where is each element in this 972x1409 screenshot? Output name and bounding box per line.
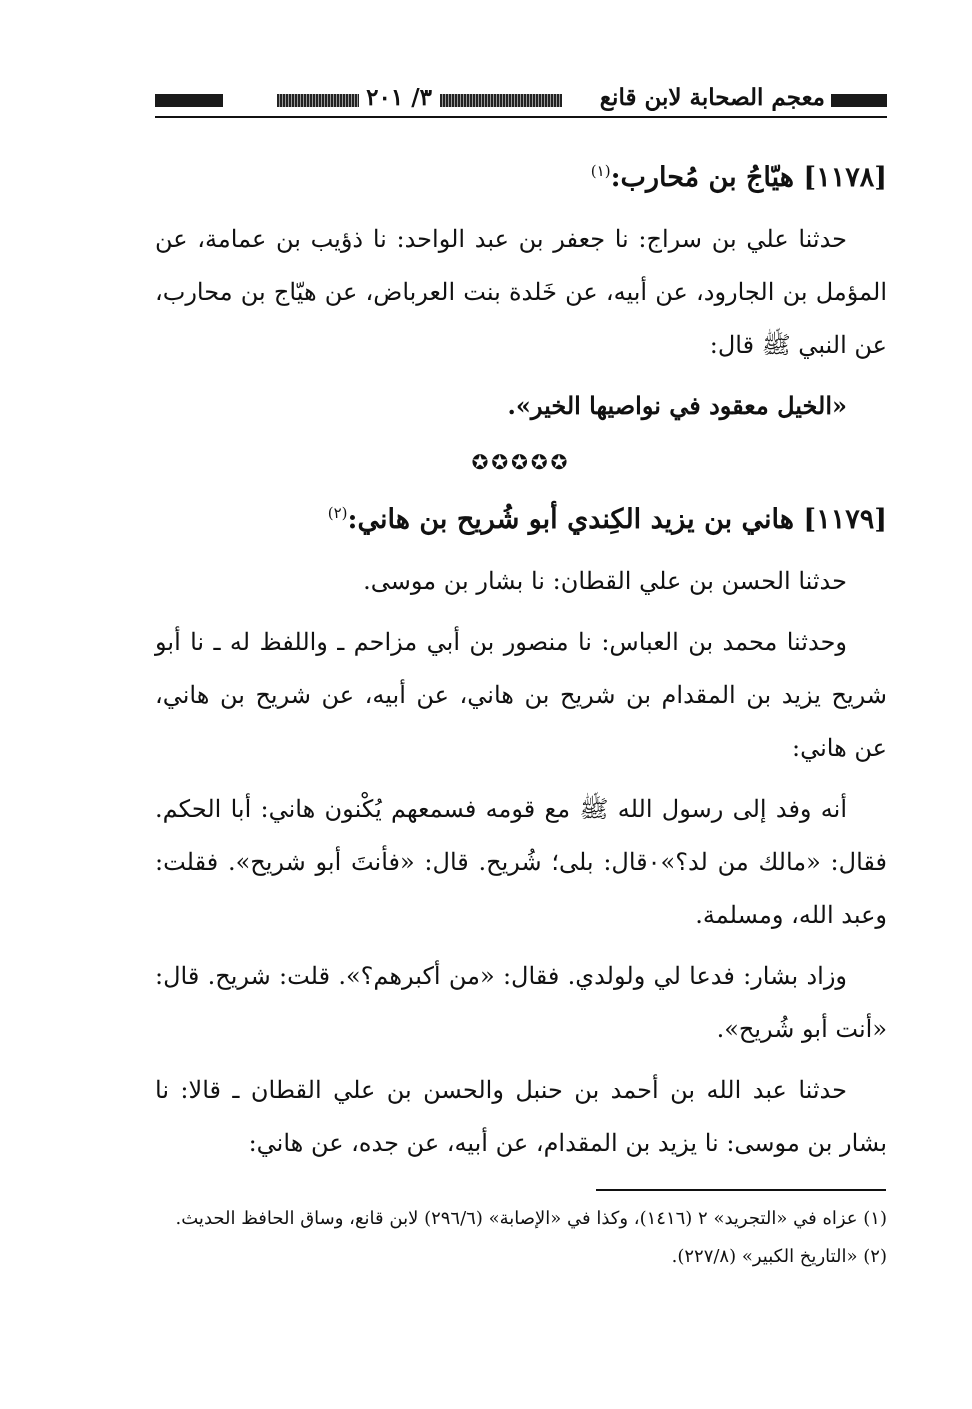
header-ornament-bar — [277, 94, 359, 107]
section-separator: ✪✪✪✪✪ — [471, 450, 571, 474]
footnote-ref: (١) — [590, 162, 611, 180]
entry-heading: [١١٧٨] هيّاجُ بن مُحارب:$^{(١)}$ — [590, 162, 887, 193]
header-ornament-bar — [831, 94, 887, 107]
header-rule — [155, 116, 887, 118]
footnote: (١) عزاه في «التجريد» ٢ (١٤١٦)، وكذا في «الإصابة» (٢٩٦/٦) لابن قانع، وساق الحافظ الحديث. — [175, 1208, 887, 1229]
hadith-paragraph: أنه وفد إلى رسول الله ﷺ مع قومه فسمعهم يُكْنون هاني: أبا الحكم. فقال: «مالك من لد؟»٠قال: بلى؛ شُريح. قال: «فأنتَ أبو شريح». فقلت: وعبد الله، ومسلمة. — [155, 795, 888, 929]
isnad-paragraph: وحدثنا محمد بن العباس: نا منصور بن أبي مزاحم ـ واللفظ له ـ نا أبو شريح يزيد بن المقدام بن شريح بن هاني، عن أبيه، عن شريح بن هاني، عن هاني: — [155, 628, 887, 762]
header-ornament-bar — [440, 94, 562, 107]
book-title: معجم الصحابة لابن قانع — [599, 84, 825, 111]
footnote: (٢) «التاريخ الكبير» (٢٢٧/٨). — [671, 1246, 887, 1267]
page-number: ٣/ ٢٠١ — [366, 84, 432, 111]
main-text — [155, 140, 887, 1178]
isnad-paragraph: حدثنا علي بن سراج: نا جعفر بن عبد الواحد: نا ذؤيب بن عمامة، عن المؤمل بن الجارود، عن أبيه، عن خَلدة بنت العرباض، عن هيّاج بن محارب، عن النبي ﷺ قال: — [155, 225, 887, 359]
entry-heading: [١١٧٩] هاني بن يزيد الكِندي أبو شُريح بن هاني:$^{(٢)}$ — [327, 504, 887, 535]
footnote-rule — [596, 1189, 886, 1191]
header-ornament-bar — [155, 94, 223, 107]
hadith-paragraph: وزاد بشار: فدعا لي ولولدي. فقال: «من أكبرهم؟». قلت: شريح. قال: «أنت أبو شُريح». — [155, 962, 887, 1043]
running-header — [155, 82, 887, 118]
isnad-paragraph: حدثنا الحسن بن علي القطان: نا بشار بن موسى. — [363, 567, 847, 595]
hadith-quote: «الخيل معقود في نواصيها الخير». — [507, 391, 847, 420]
footnotes — [155, 1200, 887, 1276]
footnote-ref: (٢) — [327, 504, 348, 522]
isnad-paragraph: حدثنا عبد الله بن أحمد بن حنبل والحسن بن علي القطان ـ قالا: نا بشار بن موسى: نا يزيد بن المقدام، عن أبيه، عن جده، عن هاني: — [155, 1076, 887, 1157]
